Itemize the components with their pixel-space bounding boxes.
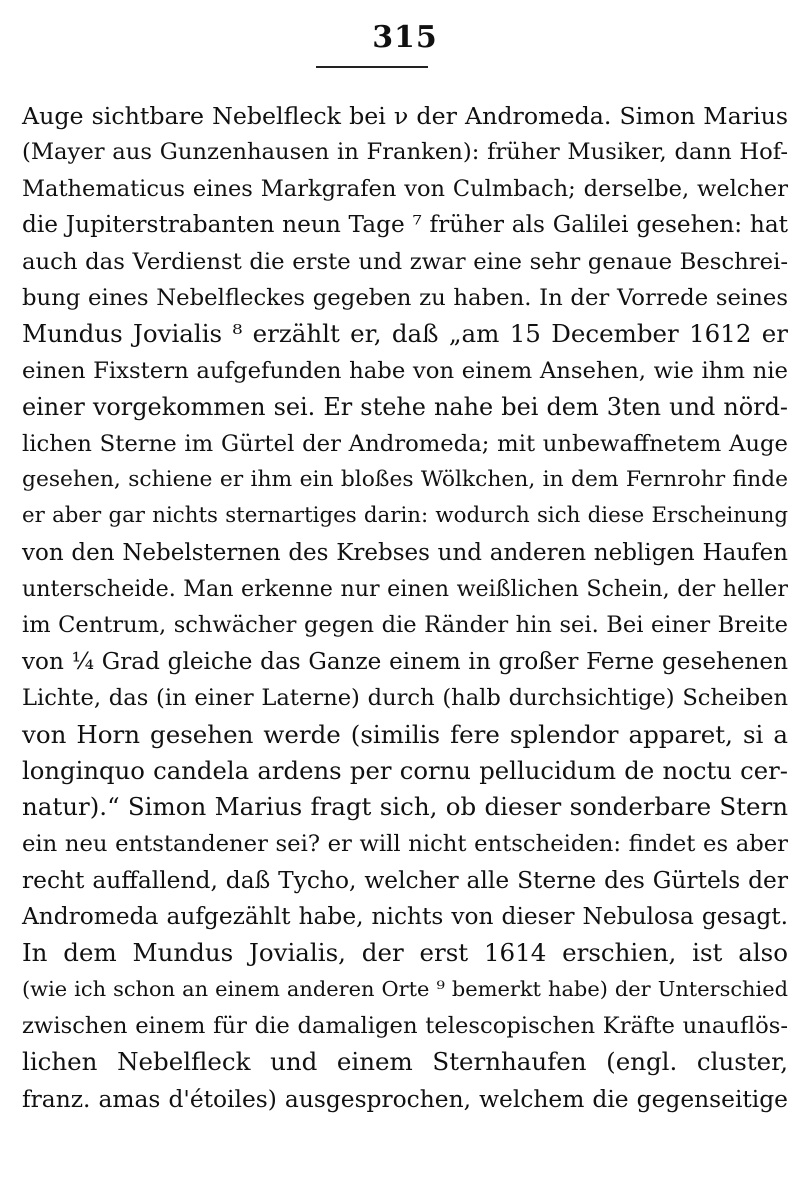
text-line: im Centrum, schwächer gegen die Ränder hin sei. Bei einer Breite: [22, 612, 788, 639]
text-line: recht auffallend, daß Tycho, welcher alle Sterne des Gürtels der: [22, 866, 788, 895]
text-line: einen Fixstern aufgefunden habe von einem Ansehen, wie ihm nie: [22, 357, 788, 384]
header-rule: [316, 66, 428, 68]
body-text: [22, 98, 788, 1117]
text-line: bung eines Nebelfleckes gegeben zu haben. In der Vorrede seines: [22, 284, 788, 311]
text-line: In dem Mundus Jovialis, der erst 1614 erschien, ist also: [22, 937, 788, 967]
text-line: Auge sichtbare Nebelfleck bei ν der Andromeda. Simon Marius: [22, 102, 788, 130]
text-line: (wie ich schon an einem anderen Orte ⁹ bemerkt habe) der Unterschied: [22, 977, 788, 1002]
text-line: von ¼ Grad gleiche das Ganze einem in großer Ferne gesehenen: [22, 648, 788, 675]
text-line: Mundus Jovialis ⁸ erzählt er, daß „am 15 December 1612 er: [22, 319, 788, 349]
text-line: Lichte, das (in einer Laterne) durch (halb durchsichtige) Scheiben: [22, 685, 788, 712]
text-line: lichen Nebelfleck und einem Sternhaufen (engl. cluster,: [22, 1047, 788, 1077]
text-line: gesehen, schiene er ihm ein bloßes Wölkchen, in dem Fernrohr finde: [22, 466, 788, 492]
text-line: unterscheide. Man erkenne nur einen weißlichen Schein, der heller: [22, 576, 788, 603]
text-line: Mathematicus eines Markgrafen von Culmbach; derselbe, welcher: [22, 175, 788, 202]
text-line: auch das Verdienst die erste und zwar eine sehr genaue Beschrei-: [22, 248, 788, 275]
text-line: (Mayer aus Gunzenhausen in Franken): früher Musiker, dann Hof-: [22, 139, 788, 166]
text-line: er aber gar nichts sternartiges darin: wodurch sich diese Erscheinung: [22, 503, 788, 529]
text-line: die Jupiterstrabanten neun Tage ⁷ früher als Galilei gesehen: hat: [22, 211, 788, 239]
text-line: Andromeda aufgezählt habe, nichts von dieser Nebulosa gesagt.: [22, 902, 788, 930]
text-line: lichen Sterne im Gürtel der Andromeda; mit unbewaffnetem Auge: [22, 430, 788, 457]
text-line: natur).“ Simon Marius fragt sich, ob dieser sonderbare Stern: [22, 792, 788, 822]
text-line: einer vorgekommen sei. Er stehe nahe bei dem 3ten und nörd-: [22, 393, 788, 422]
text-line: von den Nebelsternen des Krebses und anderen nebligen Haufen: [22, 539, 788, 566]
page-number: 315: [372, 20, 438, 55]
text-line: franz. amas d'étoiles) ausgesprochen, welchem die gegenseitige: [22, 1084, 788, 1113]
text-line: von Horn gesehen werde (similis fere splendor apparet, si a: [22, 719, 788, 749]
text-line: longinquo candela ardens per cornu pellucidum de noctu cer-: [22, 756, 788, 786]
text-line: ein neu entstandener sei? er will nicht entscheiden: findet es aber: [22, 830, 788, 857]
text-line: zwischen einem für die damaligen telescopischen Kräfte unauflös-: [22, 1012, 788, 1039]
